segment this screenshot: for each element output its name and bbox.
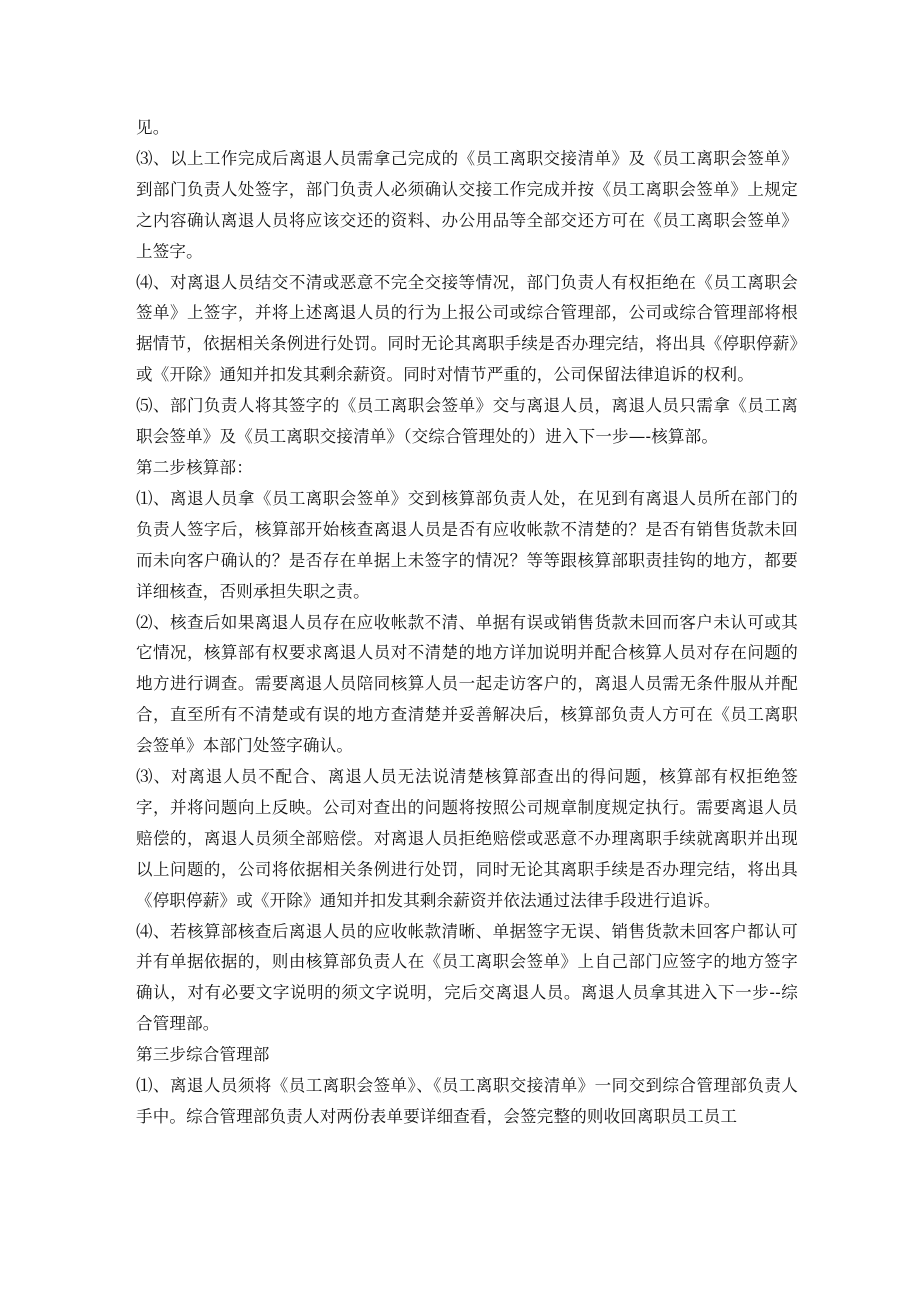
paragraph-step1-item4: ⑷、对离退人员结交不清或恶意不完全交接等情况，部门负责人有权拒绝在《员工离职会签单》上签字，并将上述离退人员的行为上报公司或综合管理部，公司或综合管理部将根据情节，依据相关条例进行处罚。同时无论其离职手续是否办理完结，将出具《停职停薪》或《开除》通知并扣发其剩余薪资。同时对情节严重的，公司保留法律追诉的权利。 <box>136 272 798 385</box>
paragraph-step2-item3: ⑶、对离退人员不配合、离退人员无法说清楚核算部查出的得问题，核算部有权拒绝签字，并将问题向上反映。公司对查出的问题将按照公司规章制度规定执行。需要离退人员赔偿的，离退人员须全部赔偿。对离退人员拒绝赔偿或恶意不办理离职手续就离职并出现以上问题的，公司将依据相关条例进行处罚，同时无论其离职手续是否办理完结，将出具《停职停薪》或《开除》通知并扣发其剩余薪资并依法通过法律手段进行追诉。 <box>136 767 798 910</box>
paragraph-step2-item1: ⑴、离退人员拿《员工离职会签单》交到核算部负责人处，在见到有离退人员所在部门的负责人签字后，核算部开始核查离退人员是否有应收帐款不清楚的？是否有销售货款未回而未向客户确认的？是否存在单据上未签字的情况？等等跟核算部职责挂钩的地方，都要详细核查，否则承担失职之责。 <box>136 488 798 601</box>
heading-step2: 第二步核算部： <box>136 457 253 477</box>
paragraph-step2-item4: ⑷、若核算部核查后离退人员的应收帐款清晰、单据签字无误、销售货款未回客户都认可并有单据依据的，则由核算部负责人在《员工离职会签单》上自己部门应签字的地方签字确认，对有必要文字说明的须文字说明，完后交离退人员。离退人员拿其进入下一步--综合管理部。 <box>136 921 798 1034</box>
document-body <box>136 113 798 1133</box>
heading-step3: 第三步综合管理部 <box>136 1045 270 1065</box>
paragraph-step1-item3: ⑶、以上工作完成后离退人员需拿己完成的《员工离职交接清单》及《员工离职会签单》到部门负责人处签字，部门负责人必须确认交接工作完成并按《员工离职会签单》上规定之内容确认离退人员将应该交还的资料、办公用品等全部交还方可在《员工离职会签单》上签字。 <box>136 148 798 261</box>
paragraph-step3-item1: ⑴、离退人员须将《员工离职会签单》、《员工离职交接清单》一同交到综合管理部负责人手中。综合管理部负责人对两份表单要详细查看，会签完整的则收回离职员工员工 <box>136 1076 798 1126</box>
paragraph-continuation: 见。 <box>136 118 170 137</box>
paragraph-step1-item5: ⑸、部门负责人将其签字的《员工离职会签单》交与离退人员，离退人员只需拿《员工离职会签单》及《员工离职交接清单》（交综合管理处的）进入下一步—-核算部。 <box>136 396 798 447</box>
paragraph-step2-item2: ⑵、核查后如果离退人员存在应收帐款不清、单据有误或销售货款未回而客户未认可或其它情况，核算部有权要求离退人员对不清楚的地方详加说明并配合核算人员对存在问题的地方进行调查。需要离退人员陪同核算人员一起走访客户的，离退人员需无条件服从并配合，直至所有不清楚或有误的地方查清楚并妥善解决后，核算部负责人方可在《员工离职会签单》本部门处签字确认。 <box>136 612 798 756</box>
